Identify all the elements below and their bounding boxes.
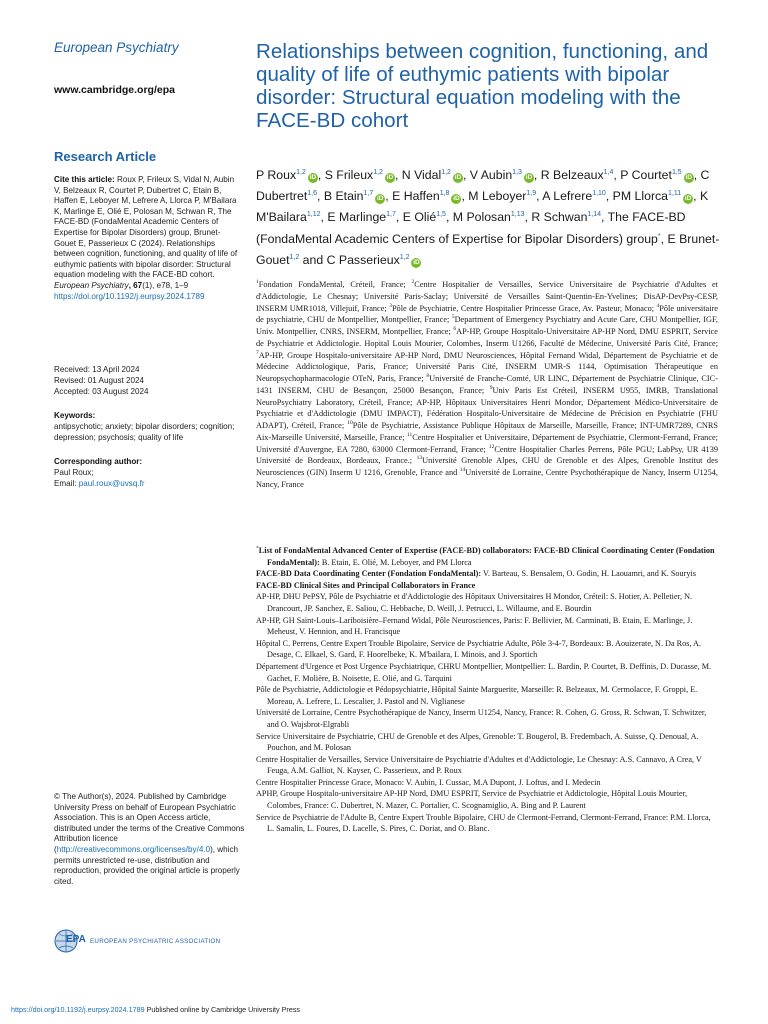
author-affiliation-sup: 1,10 bbox=[592, 190, 606, 198]
author-name: E Marlinge bbox=[327, 210, 387, 225]
accepted-date: Accepted: 03 August 2024 bbox=[54, 386, 149, 396]
affiliation-number: 2 bbox=[411, 279, 415, 286]
copyright-text-2: ), which permits unrestricted re-use, distribution and reproduction, provided the original article is properly cited. bbox=[54, 844, 240, 886]
author-name: E Haffen bbox=[392, 189, 440, 204]
author-name: C Dubertret bbox=[256, 168, 710, 204]
copyright-notice bbox=[54, 792, 246, 887]
collaborator-heading: FACE-BD Data Coordinating Center (Fondation FondaMental): bbox=[256, 569, 482, 579]
author-list: P Roux$^{1,2}$iD , S Frileux$^{1,2}$iD , N Vidal$^{1,2}$iD , V Aubin$^{1,3}$iD , R Belzeaux$^{1,4}$, P Courtet$^{1,5}$iD , C Dubertret$^{1,6}$, B Etain$^{1,7}$iD , E Haffen$^{1,8}$iD , M Leboyer$^{1,9}$, A Lefrere$^{1,10}$, PM Llorca$^{1,11}$iD , K M'Bailara$^{1,12}$, E Marlinge$^{1,7}$, E Olié$^{1,5}$, M Polosan$^{1,13}$, R Schwan$^{1,14}$, The FACE-BD (FondaMental Academic Centers of Expertise for Bipolar Disorders) group*, E Brunet-Gouet$^{1,2}$ and C Passerieux$^{1,2}$iD bbox=[256, 168, 720, 267]
article-dates bbox=[54, 365, 149, 397]
author-name: P Roux bbox=[256, 168, 297, 182]
author-name: R Belzeaux bbox=[540, 168, 604, 182]
orcid-icon[interactable]: iD bbox=[453, 195, 460, 203]
affiliation-number: 7 bbox=[256, 349, 259, 356]
author-name: A Lefrere bbox=[542, 189, 593, 204]
author-name: N Vidal bbox=[401, 168, 442, 182]
license-link[interactable]: http://creativecommons.org/licenses/by/4.0 bbox=[56, 844, 211, 854]
corresponding-name: Paul Roux; bbox=[54, 467, 94, 477]
author-affiliation-sup: * bbox=[657, 232, 661, 240]
collaborator-entry bbox=[256, 812, 718, 835]
affiliation-text: Université de Lorraine, Centre Psychothérapique de Nancy, Inserm U1254, Nancy, France bbox=[256, 468, 718, 489]
affiliation-number: 5 bbox=[451, 314, 455, 321]
collaborator-entry bbox=[256, 638, 718, 661]
author-name: B Etain bbox=[323, 189, 364, 204]
collaborator-entry bbox=[256, 788, 718, 811]
author-affiliation-sup: 1,2 bbox=[296, 168, 306, 176]
affiliation-text: Pôle universitaire de psychiatrie, CHU de Montpellier, Montpellier, France; bbox=[256, 303, 718, 325]
affiliation-text: Université de Franche-Comté, UR LINC, Département de Psychiatrie Clinique, CIC-1431 INSERM, CHU de Besançon, 25000 Besançon, France; bbox=[256, 374, 718, 395]
author-affiliation-sup: 1,14 bbox=[587, 211, 602, 219]
collaborator-heading: FACE-BD Clinical Sites and Principal Collaborators in France bbox=[256, 580, 476, 590]
author-affiliation-sup: 1,12 bbox=[306, 211, 321, 219]
journal-name: European Psychiatry bbox=[54, 40, 179, 55]
collaborator-text: Pôle de Psychiatrie, Addictologie et Pédopsychiatrie, Hôpital Sainte Marguerite, Marseille: R. Belzeaux, M. Cermolacce, F. Groppi, E. Moreau, A. Lefrere, L. Lescalier, J. Pastol and N. Viglianese bbox=[256, 685, 698, 706]
orcid-icon[interactable]: iD bbox=[376, 195, 384, 203]
revised-date: Revised: 01 August 2024 bbox=[54, 375, 144, 385]
author-name: C Passerieux bbox=[326, 252, 400, 267]
collaborator-text: Université de Lorraine, Centre Psychothérapique de Nancy, Inserm U1254, Nancy, France: R. Cohen, G. Gross, R. Schwan, T. Schwitzer, and O. Wajsbrot-Elgrabli bbox=[256, 708, 707, 729]
author-affiliation-sup: 1,9 bbox=[526, 190, 537, 198]
left-column bbox=[54, 40, 239, 96]
corresponding-label: Corresponding author: bbox=[54, 457, 143, 466]
asterisk-marker: * bbox=[256, 545, 259, 552]
collaborator-entry bbox=[256, 591, 718, 614]
collaborator-text: B. Etain, E. Olié, M. Leboyer, and PM Llorca bbox=[319, 557, 472, 567]
affiliation-number: 14 bbox=[459, 467, 466, 474]
collaborator-entry bbox=[256, 707, 718, 730]
author-affiliation-sup: 1,8 bbox=[439, 190, 450, 198]
collaborator-entry bbox=[256, 545, 718, 568]
cite-doi-link[interactable]: https://doi.org/10.1192/j.eurpsy.2024.1789 bbox=[54, 291, 205, 301]
collaborator-text: Hôpital C. Perrens, Centre Expert Trouble Bipolaire, Service de Psychiatrie Adulte, Pôle 3-4-7, Bordeaux: B. Aouizerate, N. Da Ros, A. Desage, C. Elkael, S. Gard, F. Hoorelbeke, K. M'bailara, I. Minois, and J. Sportich bbox=[256, 638, 701, 660]
collaborator-entry bbox=[256, 754, 718, 777]
affiliation-number: 4 bbox=[656, 302, 660, 309]
author-affiliation-sup: 1,11 bbox=[668, 190, 682, 198]
author-affiliation-sup: 1,7 bbox=[386, 211, 396, 219]
collaborator-entry bbox=[256, 615, 718, 638]
author-affiliation-sup: 1,2 bbox=[441, 168, 451, 176]
collaborator-text: APHP, Groupe Hospitalo-universitaire AP-HP Nord, DMU ESPRIT, Service de Psychiatrie et Addictologie, Hôpital Louis Mourier, Colombes, France: C. Dubertret, N. Mazer, C. Portalier, C. Scognamiglio, A. Bing and P. Laurent bbox=[256, 789, 688, 811]
affiliation-number: 6 bbox=[453, 326, 457, 333]
orcid-icon[interactable]: iD bbox=[684, 195, 692, 203]
collaborator-entry bbox=[256, 580, 718, 592]
footer-text: Published online by Cambridge University Press bbox=[144, 1005, 301, 1014]
affiliation-number: 12 bbox=[488, 443, 495, 450]
collaborator-entry bbox=[256, 777, 718, 789]
keywords-text: antipsychotic; anxiety; bipolar disorders; cognition; depression; psychosis; quality of life bbox=[54, 421, 235, 442]
affiliation-text: Department of Emergency Psychiatry and Acute Care, CHU Montpellier, IGF, Univ. Montpellier, CNRS, INSERM, Montpellier, France; bbox=[256, 315, 718, 336]
collaborator-entry bbox=[256, 731, 718, 754]
collaborator-text: Service Universitaire de Psychiatrie, CHU de Grenoble et des Alpes, Grenoble: T. Bougerol, B. Fredembach, A. Suisse, Q. Denoual, A. Pouchon, and M. Polosan bbox=[256, 731, 699, 753]
epa-logo-mark-text: EPA bbox=[66, 934, 86, 945]
collaborator-text: AP-HP, GH Saint-Louis–Lariboisière–Fernand Widal, Pôle Neurosciences, Paris: F. Bellivier, M. Carminati, B. Etain, E. Marlinge, J. Meheust, V. Hennion, and H. Francisque bbox=[256, 615, 693, 637]
affiliation-text: Centre Hospitalier de Versailles, Service Universitaire de Psychiatrie d'Adultes et d'Addictologie, Le Chesnay; Université Paris-Saclay; Université de Versailles Saint-Quentin-En-Yvelines; DisAP-DevPsy-CESP, INSERM UMR1018, Villejuif, France; bbox=[256, 280, 718, 313]
affiliation-text: Université Grenoble Alpes, CHU de Grenoble et des Alpes, Grenoble Institut des Neurosciences (GIN) Inserm U 1216, Grenoble, France and bbox=[256, 456, 718, 477]
affiliation-number: 8 bbox=[426, 373, 430, 380]
author-name: S Frileux bbox=[324, 168, 374, 182]
collaborators-list bbox=[256, 545, 718, 835]
collaborator-entry bbox=[256, 661, 718, 684]
citation-block bbox=[54, 175, 242, 302]
cite-volume: , 67 bbox=[128, 280, 143, 290]
orcid-icon[interactable]: iD bbox=[525, 174, 533, 181]
cite-label: Cite this article: bbox=[54, 175, 115, 184]
epa-logo bbox=[54, 926, 220, 956]
affiliation-text: Fondation FondaMental, Créteil, France; bbox=[258, 280, 412, 289]
collaborator-text: Service de Psychiatrie de l'Adulte B, Centre Expert Trouble Bipolaire, CHU de Clermont-Ferrand, Clermont-Ferrand, France: P.M. Llorca, L. Samalin, L. Foures, D. Lacelle, S. Pires, C. Doriat, and O. Blanc. bbox=[256, 812, 711, 834]
collaborator-text: Centre Hospitalier Princesse Grace, Monaco: V. Aubin, I. Cussac, M.A Dupont, J. Loftus, and I. Medecin bbox=[256, 777, 601, 787]
author-affiliation-sup: 1,7 bbox=[363, 190, 374, 198]
article-title: Relationships between cognition, functioning, and quality of life of euthymic patients with bipolar disorder: Structural equation modeling with the FACE-BD cohort bbox=[256, 40, 709, 132]
affiliation-text: Centre Hospitalier Charles Perrens, Pôle PGU; LabPsy, UR 4139 Université de Bordeaux, Bordeaux, France.; bbox=[256, 444, 719, 466]
author-name: K M'Bailara bbox=[256, 189, 709, 225]
affiliation-text: Centre Hospitalier et Universitaire, Département de Psychiatrie, Clermont-Ferrand, France; Université d'Auvergne, EA 7280, 63000 Clermont-Ferrand, France; bbox=[256, 432, 718, 454]
author-name: R Schwan bbox=[531, 210, 588, 225]
author-name: E Olié bbox=[402, 210, 437, 225]
affiliation-text: Pôle de Psychiatrie, Centre Hospitalier Princesse Grace, Av. Pasteur, Monaco; bbox=[391, 303, 657, 313]
affiliation-number: 11 bbox=[406, 431, 413, 438]
affiliation-text: AP-HP, Groupe Hospitalo-Universitaire AP-HP Nord, DMU ESPRIT, Service de Psychiatrie et Addictologie. Hopital Louis Mourier, Colombes, Inserm U1266, Faculté de Médecine, Université Paris Cité, France; bbox=[256, 327, 718, 348]
author-name: The FACE-BD (FondaMental Academic Centers of Expertise for Bipolar Disorders) group bbox=[256, 210, 686, 246]
author-affiliation-sup: 1,13 bbox=[510, 211, 525, 219]
cite-rest: (1), e78, 1–9 bbox=[142, 280, 189, 290]
collaborator-text: Département d'Urgence et Post Urgence Psychiatrique, CHRU Montpellier, Montpellier: L. Bardin, P. Courtet, B. Deffinis, D. Ducasse, M. Gachet, F. Molière, B. Noisette, E. Olié, and G. Tarquini bbox=[256, 661, 712, 683]
cite-journal: European Psychiatry bbox=[54, 280, 129, 290]
author-affiliation-sup: 1,5 bbox=[436, 211, 446, 219]
epa-logo-mark bbox=[54, 926, 88, 956]
orcid-icon[interactable]: iD bbox=[386, 174, 394, 181]
article-type: Research Article bbox=[54, 149, 157, 164]
collaborator-entry bbox=[256, 684, 718, 707]
affiliation-number: 1 bbox=[256, 279, 259, 286]
collaborator-entry bbox=[256, 568, 718, 580]
orcid-icon[interactable]: iD bbox=[685, 174, 692, 181]
received-date: Received: 13 April 2024 bbox=[54, 365, 140, 374]
email-link[interactable]: paul.roux@uvsq.fr bbox=[78, 478, 145, 488]
keywords-label: Keywords: bbox=[54, 411, 96, 420]
author-affiliation-sup: 1,4 bbox=[603, 168, 614, 176]
author-affiliation-sup: 1,2 bbox=[373, 168, 383, 176]
collaborator-text: Centre Hospitalier de Versailles, Service Universitaire de Psychiatrie d'Adultes et d'Addictologie, Le Chesnay: A.S. Cannavo, A Crea, V Feuga, A.M. Galliot, N. Kayser, C. Passerieux, and P. Roux bbox=[256, 754, 702, 776]
copyright-text-1: © The Author(s), 2024. Published by Cambridge University Press on behalf of European Psychiatric Association. This is an Open Access article, distributed under the terms of the Creative Commons Attribution licence ( bbox=[54, 792, 245, 854]
author-name: E Brunet-Gouet bbox=[256, 231, 720, 267]
page-footer bbox=[11, 1005, 300, 1014]
affiliation-number: 3 bbox=[389, 302, 392, 309]
author-name: PM Llorca bbox=[612, 189, 669, 204]
corresponding-author bbox=[54, 457, 244, 489]
author-affiliation-sup: 1,2 bbox=[399, 253, 410, 261]
epa-logo-text: EUROPEAN PSYCHIATRIC ASSOCIATION bbox=[90, 937, 221, 945]
author-affiliation-sup: 1,6 bbox=[307, 190, 317, 198]
keywords-block bbox=[54, 411, 249, 443]
orcid-icon[interactable]: iD bbox=[309, 174, 317, 181]
affiliation-text: Pôle de Psychiatrie, Assistance Publique Hôpitaux de Marseille, Marseille, France; INT-UMR7289, CNRS Aix-Marseille Université, Marseille, France; bbox=[256, 421, 718, 442]
orcid-icon[interactable]: iD bbox=[454, 174, 462, 181]
collaborator-text: V. Barteau, S. Bensalem, O. Godin, H. Laouamri, and K. Souryis bbox=[481, 569, 696, 579]
collaborator-text: AP-HP, DHU PePSY, Pôle de Psychiatrie et d'Addictologie des Hôpitaux Universitaires H Mondor, Créteil: S. Hotier, A. Pelletier, N. Drancourt, JP. Sanchez, E. Saliou, C. Hebbache, D. Weill, J. Petrucci, L. Willaume, and E. Bourdin bbox=[256, 592, 693, 613]
affiliation-number: 10 bbox=[347, 420, 353, 427]
author-name: V Aubin bbox=[469, 168, 513, 182]
author-affiliation-sup: 1,2 bbox=[289, 253, 300, 261]
affiliation-number: 9 bbox=[489, 384, 493, 391]
author-name: M Leboyer bbox=[468, 189, 527, 204]
author-affiliation-sup: 1,5 bbox=[671, 168, 682, 176]
affiliation-text: Univ Paris Est Créteil, INSERM U955, IMRB, Translational NeuroPsychiatry Laboratory, Créteil, France; AP-HP, Hôpitaux Universitaires Henri Mondor, Département Médico-Universitaire de Psychiatrie et d'Addictologie (DMU IMPACT), Fédération Hospitalo-Universitaire de Médecine de Précision en Psychiatrie (FHU ADAPT), Créteil, France; bbox=[256, 385, 718, 430]
orcid-icon[interactable]: iD bbox=[413, 258, 420, 266]
author-affiliation-sup: 1,3 bbox=[512, 168, 522, 176]
affiliations bbox=[256, 279, 718, 491]
email-label: Email: bbox=[54, 478, 79, 488]
journal-website[interactable]: www.cambridge.org/epa bbox=[54, 84, 175, 96]
collaborator-heading: List of FondaMental Advanced Center of Expertise (FACE-BD) collaborators: FACE-BD Clinical Coordinating Center (Fondation FondaMental): bbox=[258, 546, 715, 567]
author-name: M Polosan bbox=[452, 210, 511, 225]
cite-text: Roux P, Frileux S, Vidal N, Aubin V, Belzeaux R, Courtet P, Dubertret C, Etain B, Haffen E, Leboyer M, Lefrere A, Llorca P, M'Bailara K, Marlinge E, Olié E, Polosan M, Schwan R, The FACE-BD (FondaMental Academic Centers of Expertise for Bipolar Disorders) group, Brunet-Gouet E, Passerieux C (2024). Relationships between cognition, functioning, and quality of life of euthymic patients with bipolar disorder: Structural equation modeling with the FACE-BD cohort. bbox=[54, 175, 238, 280]
footer-doi-link[interactable]: https://doi.org/10.1192/j.eurpsy.2024.1789 bbox=[11, 1005, 145, 1014]
author-name: P Courtet bbox=[620, 168, 672, 182]
affiliation-number: 13 bbox=[416, 455, 423, 462]
affiliation-text: AP-HP, Groupe Hospitalo-universitaire AP-HP Nord, DMU Neurosciences, Hôpital Fernand Widal, Département de Psychiatrie et de Médecine Addictologique, Paris, France; Université Paris Cité, INSERM UMR-S 1144, Optimisation Thérapeutique en Neuropsychopharmacologie OTeN, Paris, France; bbox=[256, 350, 718, 383]
